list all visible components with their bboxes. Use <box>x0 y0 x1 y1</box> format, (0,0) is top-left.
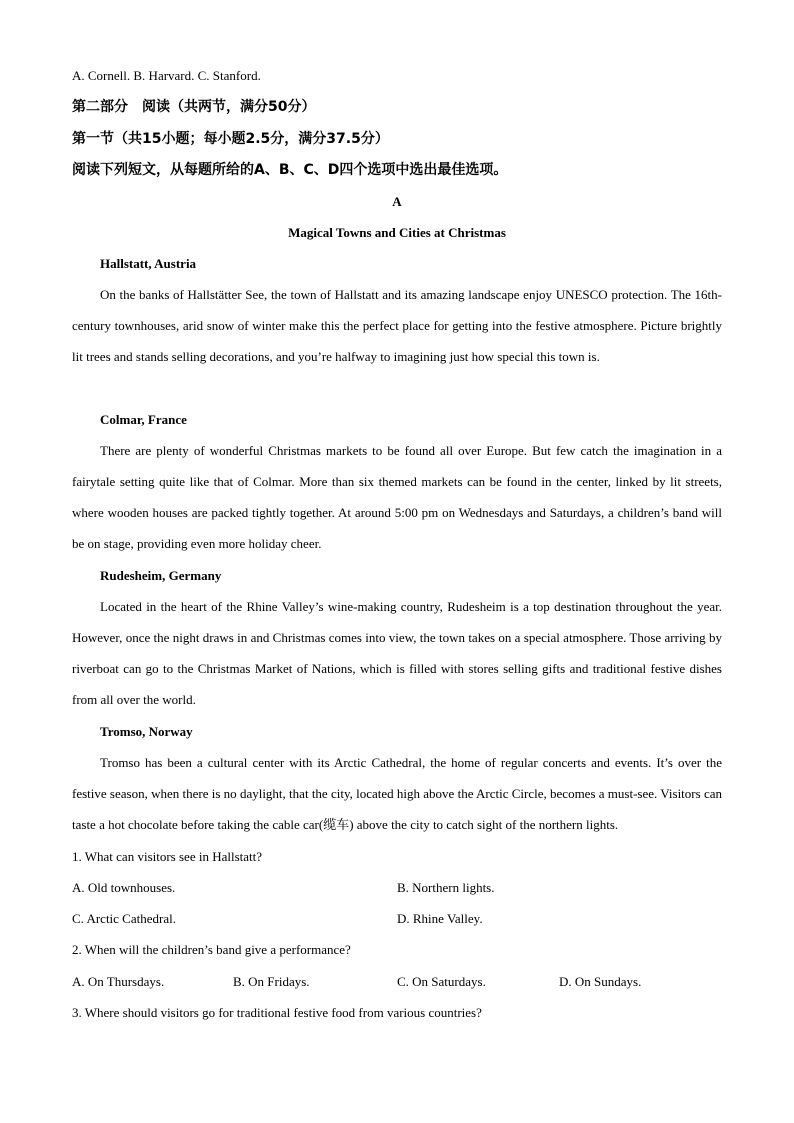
question-2-option-b: B. On Fridays. <box>233 974 310 989</box>
question-1-option-a: A. Old townhouses. <box>72 880 176 895</box>
passage-title: Magical Towns and Cities at Christmas <box>288 225 506 240</box>
section-text-tromso: Tromso has been a cultural center with its Arctic Cathedral, the home of regular concerts and events. It’s over the festive season, when there is no daylight, that the city, located high above the Arctic Circle, becomes a must-see. Visitors can taste a hot chocolate before taking the cable car(缆车) above the city to catch sight of the northern lights. <box>72 755 722 832</box>
section-text-hallstatt: On the banks of Hallstätter See, the town of Hallstatt and its amazing landscape enjoy UNESCO protection. The 16th-century townhouses, arid snow of winter make this the perfect place for getting into the festive atmosphere. Picture brightly lit trees and stands selling decorations, and you’re halfway to imagining just how special this town is. <box>72 287 722 364</box>
instruction-text: 阅读下列短文，从每题所给的A、B、C、D四个选项中选出最佳选项。 <box>72 162 508 178</box>
section-title: 第一节（共15小题；每小题2.5分，满分37.5分） <box>72 131 389 147</box>
part-title: 第二部分 阅读（共两节，满分50分） <box>72 99 316 115</box>
section-text-colmar: There are plenty of wonderful Christmas markets to be found all over Europe. But few catch the imagination in a fairytale setting quite like that of Colmar. More than six themed markets can be found in the center, linked by lit streets, where wooden houses are packed tightly together. At around 5:00 pm on Wednesdays and Saturdays, a children’s band will be on stage, providing even more holiday cheer. <box>72 443 722 551</box>
question-2: 2. When will the children’s band give a performance? <box>72 942 351 957</box>
question-2-option-d: D. On Sundays. <box>559 974 642 989</box>
section-text-rudesheim: Located in the heart of the Rhine Valley’s wine-making country, Rudesheim is a top destination throughout the year. However, once the night draws in and Christmas comes into view, the town takes on a special atmosphere. Those arriving by riverboat can go to the Christmas Market of Nations, which is filled with stores selling gifts and traditional festive dishes from all over the world. <box>72 599 722 707</box>
question-1-option-d: D. Rhine Valley. <box>397 911 483 926</box>
question-1: 1. What can visitors see in Hallstatt? <box>72 849 263 864</box>
question-3: 3. Where should visitors go for traditional festive food from various countries? <box>72 1005 482 1020</box>
section-heading-hallstatt: Hallstatt, Austria <box>100 256 197 271</box>
passage-letter: A <box>392 194 402 209</box>
section-heading-tromso: Tromso, Norway <box>100 724 193 739</box>
previous-answer-options: A. Cornell. B. Harvard. C. Stanford. <box>72 68 261 83</box>
question-2-option-c: C. On Saturdays. <box>397 974 486 989</box>
question-1-option-c: C. Arctic Cathedral. <box>72 911 176 926</box>
section-heading-rudesheim: Rudesheim, Germany <box>100 568 222 583</box>
question-2-option-a: A. On Thursdays. <box>72 974 165 989</box>
question-1-option-b: B. Northern lights. <box>397 880 495 895</box>
section-heading-colmar: Colmar, France <box>100 412 187 427</box>
